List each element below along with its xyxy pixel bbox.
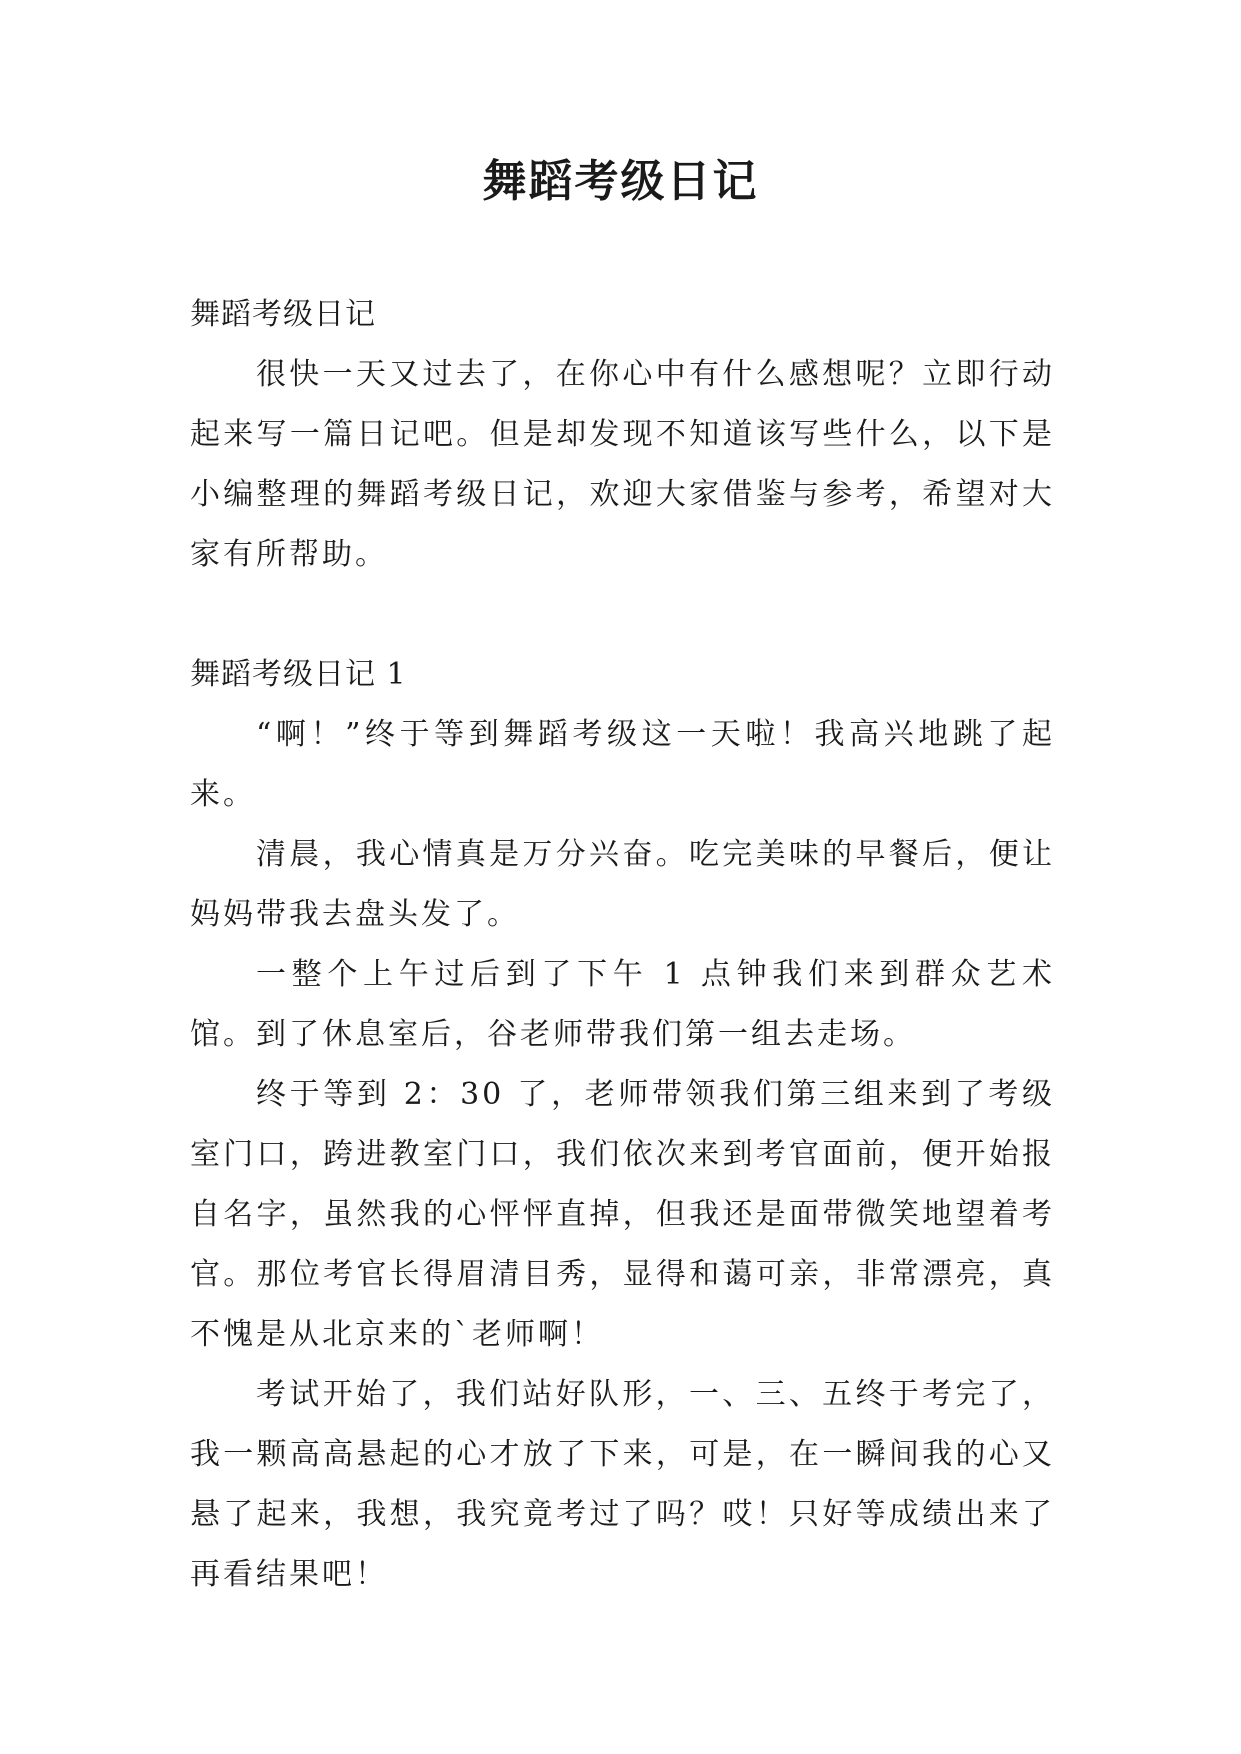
paragraph: 终于等到 2：30 了，老师带领我们第三组来到了考级室门口，跨进教室门口，我们依次来到考官面前，便开始报自名字，虽然我的心怦怦直掉，但我还是面带微笑地望着考官。那位考官长得眉清目秀，显得和蔼可亲，非常漂亮，真不愧是从北京来的`老师啊！ [190,1077,1055,1352]
intro-heading: 舞蹈考级日记 [190,297,376,332]
section-spacer [190,585,1055,645]
paragraph: 考试开始了，我们站好队形，一、三、五终于考完了，我一颗高高悬起的心才放了下来，可是，在一瞬间我的心又悬了起来，我想，我究竟考过了吗？哎！只好等成绩出来了再看结果吧！ [190,1377,1055,1592]
intro-paragraph: 很快一天又过去了，在你心中有什么感想呢？立即行动起来写一篇日记吧。但是却发现不知道该写些什么，以下是小编整理的舞蹈考级日记，欢迎大家借鉴与参考，希望对大家有所帮助。 [190,357,1055,572]
section-heading: 舞蹈考级日记 1 [190,657,407,692]
paragraph: “啊！”终于等到舞蹈考级这一天啦！我高兴地跳了起来。 [190,717,1055,812]
document-body [190,285,1055,1605]
paragraph: 清晨，我心情真是万分兴奋。吃完美味的早餐后，便让妈妈带我去盘头发了。 [190,837,1055,932]
paragraph: 一整个上午过后到了下午 1 点钟我们来到群众艺术馆。到了休息室后，谷老师带我们第一组去走场。 [190,957,1055,1052]
document-title: 舞蹈考级日记 [482,156,759,207]
